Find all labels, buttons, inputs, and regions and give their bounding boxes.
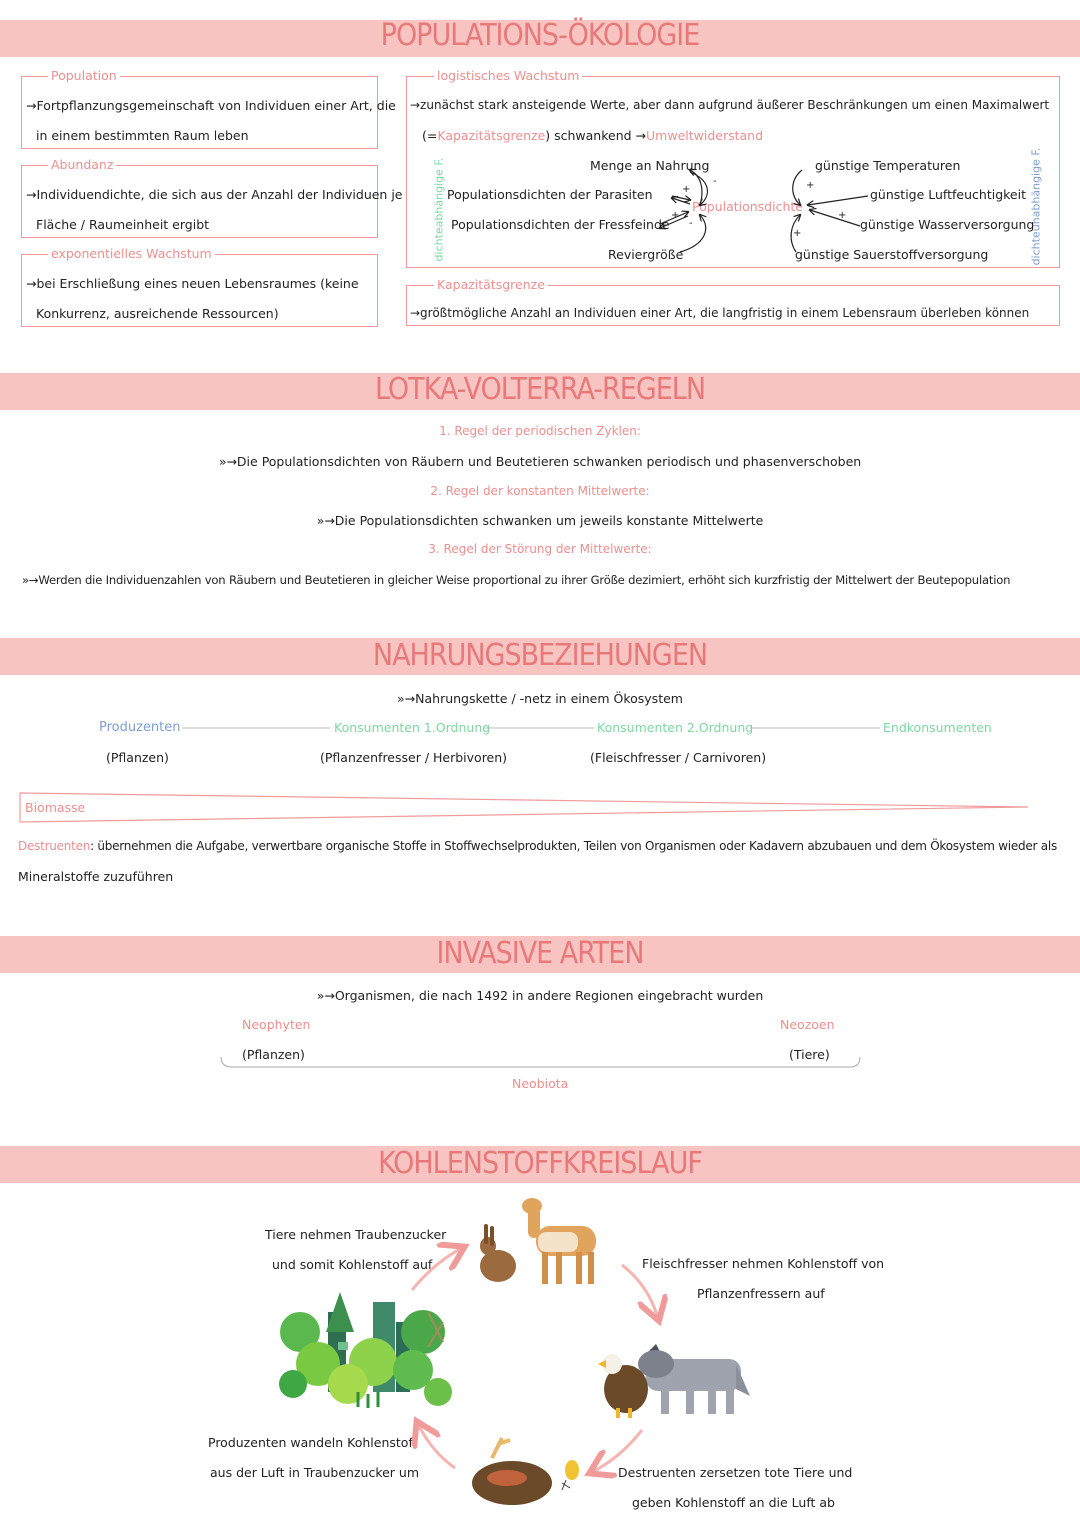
section-title-invasive: INVASIVE ARTEN [436,936,644,971]
sign-plus-4: + [838,210,847,221]
logistisch-label: logistisches Wachstum [434,68,582,83]
sign-plus-2: + [671,210,680,221]
biomasse-wedge [18,792,1038,824]
abundanz-label: Abundanz [48,157,116,172]
logistisch-text-2c: ) schwankend → [545,128,647,143]
exponentiell-text-1: →bei Erschließung eines neuen Lebensraumes (keine [26,276,359,291]
chain-konsumenten-1: Konsumenten 1.Ordnung [334,720,491,735]
neophyten-sub: (Pflanzen) [242,1047,305,1062]
chain-konsumenten-2-sub: (Fleischfresser / Carnivoren) [590,750,767,765]
chain-produzenten: Produzenten [99,720,181,735]
population-text-1: →Fortpflanzungsgemeinschaft von Individuen einer Art, die [26,98,396,113]
rule1-title: 1. Regel der periodischen Zyklen: [439,424,641,438]
rule3-text: »→Werden die Individuenzahlen von Räubern und Beutetieren in gleicher Weise proportional zu ihrer Größe dezimiert, erhöht sich kurzfristig der Mittelwert der Beutepopulation [22,573,1011,587]
destr-text-1: Destruenten zersetzen tote Tiere und [618,1465,853,1480]
rule2-text: »→Die Populationsdichten schwanken um jeweils konstante Mittelwerte [316,513,764,528]
kapazitaet-label: Kapazitätsgrenze [434,277,548,292]
sign-plus-1: + [682,184,691,195]
chain-konsumenten-1-sub: (Pflanzenfresser / Herbivoren) [320,750,508,765]
chain-endkonsumenten: Endkonsumenten [883,720,992,735]
tiere-text-1: Tiere nehmen Traubenzucker [265,1227,447,1242]
factor-luftfeuchtigkeit: günstige Luftfeuchtigkeit [870,187,1026,202]
rule1-text: »→Die Populationsdichten von Räubern und Beutetieren schwanken periodisch und phasenverschoben [218,454,862,469]
exponentiell-text-2: Konkurrenz, ausreichende Ressourcen) [36,306,279,321]
chain-produzenten-sub: (Pflanzen) [106,750,169,765]
chain-konsumenten-2: Konsumenten 2.Ordnung [597,720,754,735]
neobiota-label: Neobiota [512,1076,569,1091]
nahrung-subtitle: »→Nahrungskette / -netz in einem Ökosystem [397,691,683,706]
exponentiell-label: exponentielles Wachstum [48,246,215,261]
population-text-2: in einem bestimmten Raum leben [36,128,249,143]
logistisch-text-1: →zunächst stark ansteigende Werte, aber dann aufgrund äußerer Beschränkungen um einen Maximalwert [410,98,1050,112]
section-title-nahrung: NAHRUNGSBEZIEHUNGEN [372,638,708,673]
fleisch-text-2: Pflanzenfressern auf [697,1286,825,1301]
abundanz-text-2: Fläche / Raumeinheit ergibt [36,217,210,232]
neozoen-sub: (Tiere) [789,1047,830,1062]
fleisch-text-1: Fleischfresser nehmen Kohlenstoff von [642,1256,885,1271]
population-density-center: Populationsdichte [692,199,803,214]
prod-text-2: aus der Luft in Traubenzucker um [210,1465,420,1480]
sign-plus-5: + [793,228,802,239]
destr-text-2: geben Kohlenstoff an die Luft ab [632,1495,835,1510]
logistisch-text-2a: (= [422,128,438,143]
rule3-title: 3. Regel der Störung der Mittelwerte: [428,542,652,556]
sign-minus-1: - [713,176,717,187]
factor-sauerstoff: günstige Sauerstoffversorgung [795,247,989,262]
factor-reviergroesse: Reviergröße [608,247,684,262]
logistisch-umweltwiderstand-word: Umweltwiderstand [646,128,764,143]
factor-wasserversorgung: günstige Wasserversorgung [860,217,1035,232]
density-arrows-diagram [0,0,1080,300]
abundanz-text-1: →Individuendichte, die sich aus der Anzahl der Individuen je [26,187,403,202]
eagle-wolf-illustration [596,1334,750,1420]
tiere-text-2: und somit Kohlenstoff auf [272,1257,433,1272]
neobiota-brace [220,1055,862,1075]
forest-illustration [278,1292,456,1410]
sign-minus-2: - [689,218,693,229]
vertical-label-dichteabhaengig: dichteabhängige F. [432,157,446,262]
logistisch-kapazitaet-word: Kapazitätsgrenze [437,128,546,143]
hare-deer-illustration [476,1196,612,1288]
prod-text-1: Produzenten wandeln Kohlenstoff [208,1435,418,1450]
kapazitaet-text: →größtmögliche Anzahl an Individuen einer Art, die langfristig in einem Lebensraum überleben können [410,306,1030,320]
vertical-label-dichteunabhaengig: dichteunabhängige F. [1029,147,1043,266]
biomasse-label: Biomasse [25,800,86,815]
factor-temperaturen: günstige Temperaturen [815,158,961,173]
factor-fressfeinde: Populationsdichten der Fressfeinde [451,217,670,232]
factor-nahrung: Menge an Nahrung [590,158,710,173]
section-title-kohlenstoff: KOHLENSTOFFKREISLAUF [378,1146,702,1181]
factor-parasiten: Populationsdichten der Parasiten [447,187,653,202]
section-title-lotka: LOTKA-VOLTERRA-REGELN [374,372,706,407]
destruenten-text-1 [18,839,1057,853]
neozoen-label: Neozoen [780,1017,835,1032]
carcass-illustration [462,1428,582,1520]
population-label: Population [48,68,120,83]
sign-plus-3: + [806,180,815,191]
invasive-subtitle: »→Organismen, die nach 1492 in andere Regionen eingebracht wurden [316,988,764,1003]
destruenten-text-1-body: : übernehmen die Aufgabe, verwertbare organische Stoffe in Stoffwechselprodukten, Teilen von Organismen oder Kadavern abzubauen und dem Ökosystem wieder als [90,839,1057,853]
rule2-title: 2. Regel der konstanten Mittelwerte: [430,484,650,498]
destruenten-label: Destruenten [18,839,91,853]
section-title-populations: POPULATIONS-ÖKOLOGIE [380,18,700,53]
neophyten-label: Neophyten [242,1017,311,1032]
destruenten-text-2: Mineralstoffe zuzuführen [18,869,174,884]
